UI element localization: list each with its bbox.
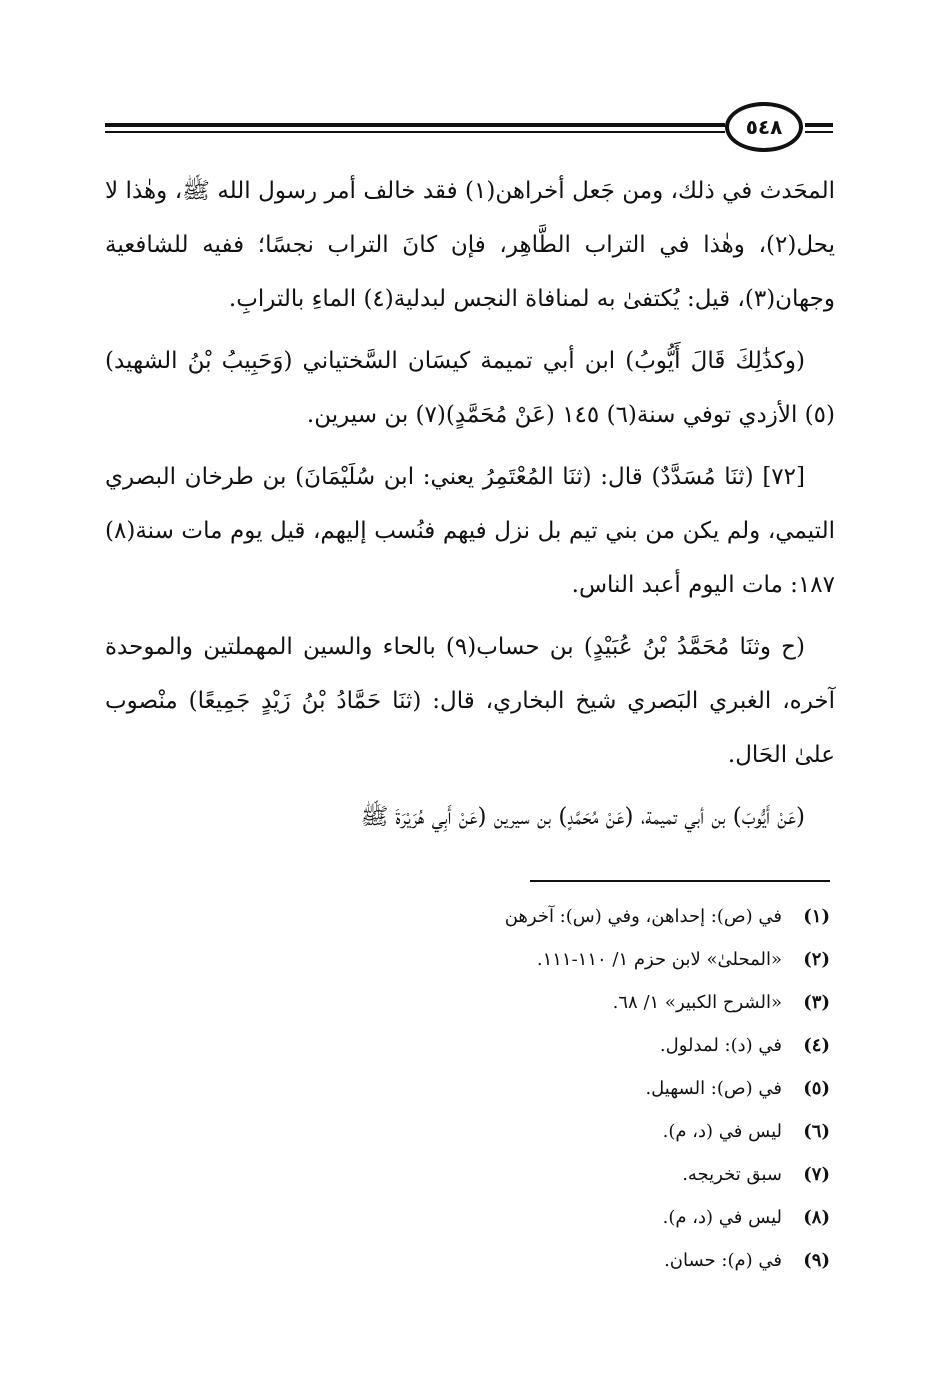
main-text bbox=[105, 164, 835, 852]
footnote-text: ليس في (د، م). bbox=[662, 1121, 782, 1142]
header-rule-thick bbox=[105, 123, 725, 127]
footnote-text: في (م): حسان. bbox=[664, 1250, 782, 1271]
header-rule-thin-right bbox=[805, 131, 833, 133]
footnote-number: (٥) bbox=[803, 1078, 830, 1099]
paragraph-4: (ح وثنَا مُحَمَّدُ بْنُ عُبَيْدٍ) بن حساب(٩) بالحاء والسين المهملتين والموحدة آخره، الغبري البَصري شيخ البخاري، قال: (ثنَا حَمَّادُ بْنُ زَيْدٍ جَمِيعًا) منْصوب علىٰ الحَال. bbox=[105, 634, 835, 768]
paragraph-2: (وكذَٰلِكَ قَالَ أَيُّوبُ) ابن أبي تميمة كيسَان السَّختياني (وَحَبِيبُ بْنُ الشهيد)(٥) الأزدي توفي سنة(٦) ١٤٥ (عَنْ مُحَمَّدٍ)(٧) بن سيرين. bbox=[105, 348, 835, 428]
footnote-text: سبق تخريجه. bbox=[682, 1164, 782, 1185]
footnote-item bbox=[270, 1067, 830, 1110]
footnote-item bbox=[270, 1024, 830, 1067]
footnote-number: (٢) bbox=[803, 949, 830, 970]
footnote-text: في (ص): السهيل. bbox=[645, 1078, 782, 1099]
footnotes-list bbox=[270, 895, 830, 1282]
header-rule-thick-right bbox=[805, 123, 833, 127]
footnote-text: في (د): لمدلول. bbox=[659, 1035, 782, 1056]
footnote-number: (١) bbox=[803, 906, 830, 927]
footnote-number: (٧) bbox=[803, 1164, 830, 1185]
header-rule-thin bbox=[105, 131, 725, 133]
paragraph-3: [٧٢] (ثنَا مُسَدَّدٌ) قال: (ثنَا المُعْتَمِرُ يعني: ابن سُلَيْمَانَ) بن طرخان البصري التيمي، ولم يكن من بني تيم بل نزل فيهم فنُسب إليهم، قيل يوم مات سنة(٨) ١٨٧: مات اليوم أعبد الناس. bbox=[105, 464, 835, 598]
footnote-text: «المحلىٰ» لابن حزم ١/ ١١٠-١١١. bbox=[536, 949, 782, 970]
footnote-text: في (ص): إحداهن، وفي (س): آخرهن bbox=[504, 906, 782, 927]
page-header bbox=[105, 100, 833, 160]
footnote-item bbox=[270, 938, 830, 981]
footnote-item bbox=[270, 981, 830, 1024]
footnote-item bbox=[270, 1153, 830, 1196]
paragraph-1: المحَدث في ذلك، ومن جَعل أخراهن(١) فقد خالف أمر رسول الله ﷺ، وهٰذا لا يحل(٢)، وهٰذا في التراب الطَّاهِر، فإن كانَ التراب نجسًا؛ ففيه للشافعية وجهان(٣)، قيل: يُكتفىٰ به لمنافاة النجس لبدلية(٤) الماءِ بالترابِ. bbox=[105, 178, 835, 312]
footnote-number: (٣) bbox=[803, 992, 830, 1013]
footnote-item bbox=[270, 895, 830, 938]
paragraph-5: (عَنْ أَيُّوبَ) بن أبي تميمة، (عَنْ مُحَمَّدٍ) بن سيرين (عَنْ أَبِي هُرَيْرَةَ ﷺ bbox=[360, 804, 805, 830]
footnote-separator bbox=[530, 880, 830, 882]
footnote-number: (٦) bbox=[803, 1121, 830, 1142]
footnote-item bbox=[270, 1239, 830, 1282]
footnote-text: ليس في (د، م). bbox=[662, 1207, 782, 1228]
footnote-number: (٤) bbox=[803, 1035, 830, 1056]
footnote-item bbox=[270, 1110, 830, 1153]
page-number: ٥٤٨ bbox=[725, 102, 803, 152]
footnote-text: «الشرح الكبير» ١/ ٦٨. bbox=[612, 992, 782, 1013]
footnote-number: (٨) bbox=[803, 1207, 830, 1228]
footnote-item bbox=[270, 1196, 830, 1239]
footnote-number: (٩) bbox=[803, 1250, 830, 1271]
